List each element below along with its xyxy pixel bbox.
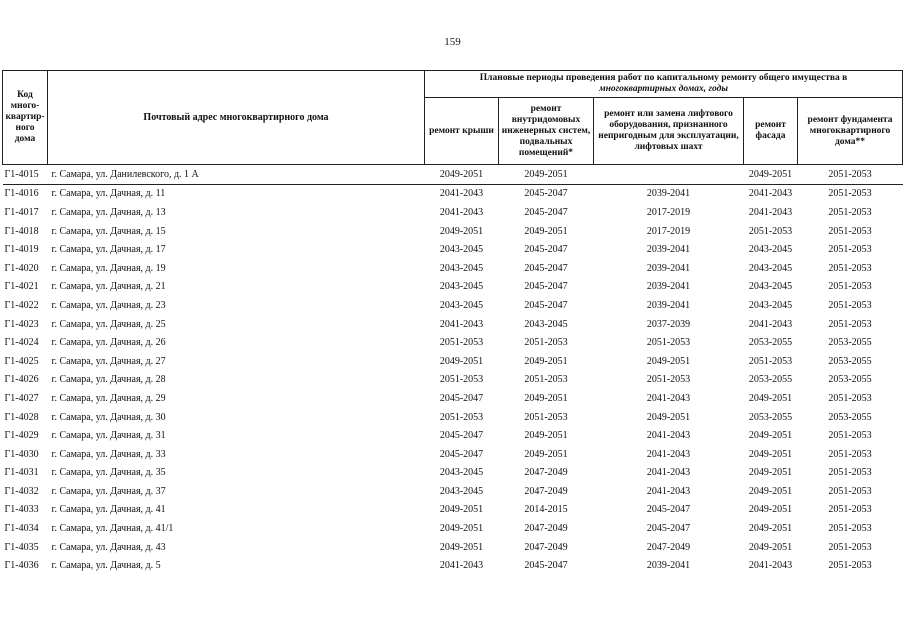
table-row	[3, 519, 903, 538]
facade-period-cell: 2041-2043	[748, 206, 793, 218]
house-code-cell: Г1-4025	[4, 355, 39, 367]
systems-period-cell: 2049-2051	[524, 430, 568, 442]
house-code-cell: Г1-4024	[4, 337, 39, 349]
roof-period-cell: 2051-2053	[439, 374, 484, 386]
elevator-period-cell: 2037-2039	[646, 318, 691, 330]
table-row	[3, 482, 903, 501]
house-code-cell: Г1-4028	[4, 411, 39, 423]
table-row	[3, 222, 903, 241]
systems-period-cell: 2047-2049	[524, 467, 568, 479]
facade-period-cell: 2049-2051	[748, 485, 793, 497]
elevator-period-cell: 2041-2043	[646, 448, 691, 460]
roof-period-cell: 2049-2051	[439, 225, 484, 237]
facade-period-cell: 2049-2051	[748, 541, 793, 553]
roof-period-cell: 2045-2047	[439, 392, 484, 404]
repair-schedule-table	[2, 70, 903, 575]
house-code-cell: Г1-4021	[4, 281, 39, 293]
facade-column-header: ремонт фасада	[744, 98, 798, 165]
house-code-cell: Г1-4018	[4, 225, 39, 237]
systems-period-cell: 2045-2047	[524, 281, 568, 293]
page-number: 159	[444, 36, 461, 48]
foundation-column-header: ремонт фундамента многоквартирного дома**	[798, 98, 903, 165]
facade-period-cell: 2053-2055	[748, 337, 793, 349]
facade-period-cell: 2043-2045	[748, 262, 793, 274]
table-row	[3, 445, 903, 464]
elevator-period-cell: 2039-2041	[646, 560, 691, 572]
foundation-period-cell: 2051-2053	[828, 262, 872, 274]
systems-period-cell: 2045-2047	[524, 244, 568, 256]
house-code-cell: Г1-4015	[3, 165, 48, 185]
address-cell: г. Самара, ул. Дачная, д. 23	[51, 299, 166, 311]
roof-period-cell: 2049-2051	[439, 355, 484, 367]
elevator-period-cell: 2039-2041	[646, 188, 691, 200]
table-row	[3, 556, 903, 575]
facade-period-cell: 2041-2043	[748, 188, 793, 200]
systems-period-cell: 2014-2015	[524, 504, 568, 516]
systems-period-cell: 2051-2053	[524, 411, 568, 423]
systems-period-cell: 2045-2047	[524, 206, 568, 218]
address-cell: г. Самара, ул. Дачная, д. 17	[51, 244, 166, 256]
elevator-period-cell: 2039-2041	[646, 244, 691, 256]
elevator-period-cell: 2041-2043	[646, 467, 691, 479]
table-row	[3, 464, 903, 483]
house-code-cell: Г1-4022	[4, 299, 39, 311]
address-cell: г. Самара, ул. Дачная, д. 27	[51, 355, 166, 367]
address-cell: г. Самара, ул. Дачная, д. 43	[51, 541, 166, 553]
elevator-period-cell: 2051-2053	[646, 374, 691, 386]
foundation-period-cell: 2051-2053	[828, 523, 872, 535]
facade-period-cell: 2041-2043	[748, 560, 793, 572]
elevator-period-cell: 2039-2041	[646, 299, 691, 311]
systems-period-cell: 2049-2051	[524, 392, 568, 404]
table-row	[3, 501, 903, 520]
roof-period-cell: 2041-2043	[439, 318, 484, 330]
systems-period-cell: 2047-2049	[524, 523, 568, 535]
address-cell: г. Самара, ул. Дачная, д. 33	[51, 448, 166, 460]
facade-period-cell: 2041-2043	[748, 318, 793, 330]
systems-period-cell: 2045-2047	[524, 299, 568, 311]
systems-period-cell: 2051-2053	[524, 374, 568, 386]
house-code-cell: Г1-4036	[4, 560, 39, 572]
house-code-cell: Г1-4026	[4, 374, 39, 386]
foundation-period-cell: 2053-2055	[828, 337, 872, 349]
table-row	[3, 259, 903, 278]
foundation-period-cell: 2051-2053	[828, 299, 872, 311]
facade-period-cell: 2051-2053	[748, 355, 793, 367]
facade-period-cell: 2043-2045	[748, 281, 793, 293]
house-code-cell: Г1-4016	[4, 188, 39, 200]
facade-period-cell: 2053-2055	[748, 374, 793, 386]
elevator-period-cell: 2017-2019	[646, 206, 691, 218]
roof-period-cell: 2043-2045	[439, 467, 484, 479]
elevator-period-cell: 2041-2043	[646, 430, 691, 442]
foundation-period-cell: 2051-2053	[828, 541, 872, 553]
house-code-cell: Г1-4019	[4, 244, 39, 256]
table-row	[3, 371, 903, 390]
facade-period-cell: 2051-2053	[748, 225, 793, 237]
elevator-column-header: ремонт или замена лифтового оборудования, признанного непригодным для эксплуатации, лифтовых шахт	[594, 98, 744, 165]
roof-period-cell: 2043-2045	[439, 281, 484, 293]
elevator-period-cell: 2045-2047	[646, 504, 691, 516]
foundation-period-cell: 2051-2053	[828, 467, 872, 479]
address-cell: г. Самара, ул. Дачная, д. 11	[51, 188, 166, 200]
elevator-period-cell: 2051-2053	[646, 337, 691, 349]
address-cell: г. Самара, ул. Дачная, д. 15	[51, 225, 166, 237]
facade-period-cell: 2049-2051	[748, 392, 793, 404]
address-cell: г. Самара, ул. Дачная, д. 5	[51, 560, 161, 572]
table-row	[3, 203, 903, 222]
address-cell: г. Самара, ул. Дачная, д. 25	[51, 318, 166, 330]
periods-group-header	[425, 71, 903, 98]
foundation-period-cell: 2051-2053	[828, 430, 872, 442]
foundation-period-cell: 2051-2053	[828, 560, 872, 572]
roof-period-cell: 2041-2043	[439, 560, 484, 572]
facade-period-cell: 2043-2045	[748, 299, 793, 311]
foundation-period-cell: 2051-2053	[828, 188, 872, 200]
roof-period-cell: 2049-2051	[439, 504, 484, 516]
house-code-cell: Г1-4027	[4, 392, 39, 404]
roof-period-cell: 2043-2045	[439, 299, 484, 311]
table-row	[3, 278, 903, 297]
roof-period-cell: 2043-2045	[439, 485, 484, 497]
systems-period-cell: 2047-2049	[524, 485, 568, 497]
foundation-period-cell: 2051-2053	[828, 448, 872, 460]
address-cell: г. Самара, ул. Дачная, д. 26	[51, 337, 166, 349]
systems-period-cell: 2047-2049	[524, 541, 568, 553]
roof-period-cell: 2041-2043	[439, 188, 484, 200]
house-code-cell: Г1-4031	[4, 467, 39, 479]
address-cell: г. Самара, ул. Дачная, д. 31	[51, 430, 166, 442]
house-code-cell: Г1-4030	[4, 448, 39, 460]
house-code-cell: Г1-4029	[4, 430, 39, 442]
roof-period-cell: 2045-2047	[439, 430, 484, 442]
elevator-period-cell: 2047-2049	[646, 541, 691, 553]
table-row	[3, 296, 903, 315]
facade-period-cell: 2049-2051	[744, 165, 798, 185]
house-code-cell: Г1-4020	[4, 262, 39, 274]
systems-period-cell: 2051-2053	[524, 337, 568, 349]
roof-period-cell: 2043-2045	[439, 262, 484, 274]
house-code-cell: Г1-4017	[4, 206, 39, 218]
foundation-period-cell: 2051-2053	[828, 485, 872, 497]
systems-period-cell: 2049-2051	[524, 225, 568, 237]
table-row	[3, 426, 903, 445]
foundation-period-cell: 2053-2055	[828, 411, 872, 423]
house-code-cell: Г1-4034	[4, 523, 39, 535]
elevator-period-cell: 2045-2047	[646, 523, 691, 535]
elevator-period-cell: 2039-2041	[646, 281, 691, 293]
elevator-period-cell	[594, 165, 744, 185]
periods-group-subtitle: многоквартирных домах, годы	[599, 84, 728, 94]
roof-period-cell: 2043-2045	[439, 244, 484, 256]
elevator-period-cell: 2049-2051	[646, 355, 691, 367]
address-cell: г. Самара, ул. Дачная, д. 13	[51, 206, 166, 218]
roof-column-header: ремонт крыши	[425, 98, 499, 165]
elevator-period-cell: 2041-2043	[646, 392, 691, 404]
address-cell: г. Самара, ул. Дачная, д. 29	[51, 392, 166, 404]
facade-period-cell: 2049-2051	[748, 523, 793, 535]
foundation-period-cell: 2051-2053	[828, 281, 872, 293]
address-cell: г. Самара, ул. Дачная, д. 28	[51, 374, 166, 386]
address-cell: г. Самара, ул. Дачная, д. 21	[51, 281, 166, 293]
address-cell: г. Самара, ул. Дачная, д. 30	[51, 411, 166, 423]
table-row	[3, 165, 903, 185]
foundation-period-cell: 2051-2053	[828, 225, 872, 237]
facade-period-cell: 2049-2051	[748, 504, 793, 516]
facade-period-cell: 2053-2055	[748, 411, 793, 423]
table-row	[3, 240, 903, 259]
address-cell: г. Самара, ул. Дачная, д. 35	[51, 467, 166, 479]
house-code-cell: Г1-4032	[4, 485, 39, 497]
roof-period-cell: 2045-2047	[439, 448, 484, 460]
periods-group-title: Плановые периоды проведения работ по капитальному ремонту общего имущества в	[479, 73, 848, 83]
address-cell: г. Самара, ул. Дачная, д. 19	[51, 262, 166, 274]
facade-period-cell: 2049-2051	[748, 467, 793, 479]
foundation-period-cell: 2051-2053	[828, 206, 872, 218]
roof-period-cell: 2049-2051	[439, 523, 484, 535]
house-code-cell: Г1-4023	[4, 318, 39, 330]
elevator-period-cell: 2049-2051	[646, 411, 691, 423]
roof-period-cell: 2049-2051	[439, 541, 484, 553]
systems-period-cell: 2043-2045	[524, 318, 568, 330]
table-row	[3, 408, 903, 427]
address-cell: г. Самара, ул. Данилевского, д. 1 А	[48, 165, 425, 185]
foundation-period-cell: 2051-2053	[828, 504, 872, 516]
systems-period-cell: 2049-2051	[524, 448, 568, 460]
systems-period-cell: 2049-2051	[524, 355, 568, 367]
roof-period-cell: 2051-2053	[439, 411, 484, 423]
table-row	[3, 315, 903, 334]
elevator-period-cell: 2041-2043	[646, 485, 691, 497]
roof-period-cell: 2051-2053	[439, 337, 484, 349]
address-cell: г. Самара, ул. Дачная, д. 41	[51, 504, 166, 516]
systems-column-header: ремонт внутридомовых инженерных систем, подвальных помещений*	[499, 98, 594, 165]
roof-period-cell: 2049-2051	[425, 165, 499, 185]
systems-period-cell: 2045-2047	[524, 560, 568, 572]
roof-period-cell: 2041-2043	[439, 206, 484, 218]
elevator-period-cell: 2039-2041	[646, 262, 691, 274]
house-code-cell: Г1-4033	[4, 504, 39, 516]
foundation-period-cell: 2051-2053	[828, 392, 872, 404]
address-column-header: Почтовый адрес многоквартирного дома	[48, 71, 425, 165]
table-row	[3, 389, 903, 408]
elevator-period-cell: 2017-2019	[646, 225, 691, 237]
house-code-cell: Г1-4035	[4, 541, 39, 553]
facade-period-cell: 2043-2045	[748, 244, 793, 256]
code-column-header: Код много-квартир-ного дома	[3, 71, 48, 165]
facade-period-cell: 2049-2051	[748, 448, 793, 460]
foundation-period-cell: 2053-2055	[828, 355, 872, 367]
foundation-period-cell: 2051-2053	[828, 244, 872, 256]
systems-period-cell: 2045-2047	[524, 262, 568, 274]
address-cell: г. Самара, ул. Дачная, д. 41/1	[51, 523, 174, 535]
table-row	[3, 352, 903, 371]
systems-period-cell: 2049-2051	[499, 165, 594, 185]
facade-period-cell: 2049-2051	[748, 430, 793, 442]
table-row	[3, 333, 903, 352]
foundation-period-cell: 2051-2053	[798, 165, 903, 185]
address-cell: г. Самара, ул. Дачная, д. 37	[51, 485, 166, 497]
table-row	[3, 538, 903, 557]
foundation-period-cell: 2053-2055	[828, 374, 872, 386]
foundation-period-cell: 2051-2053	[828, 318, 872, 330]
systems-period-cell: 2045-2047	[524, 188, 568, 200]
table-row	[3, 184, 903, 203]
